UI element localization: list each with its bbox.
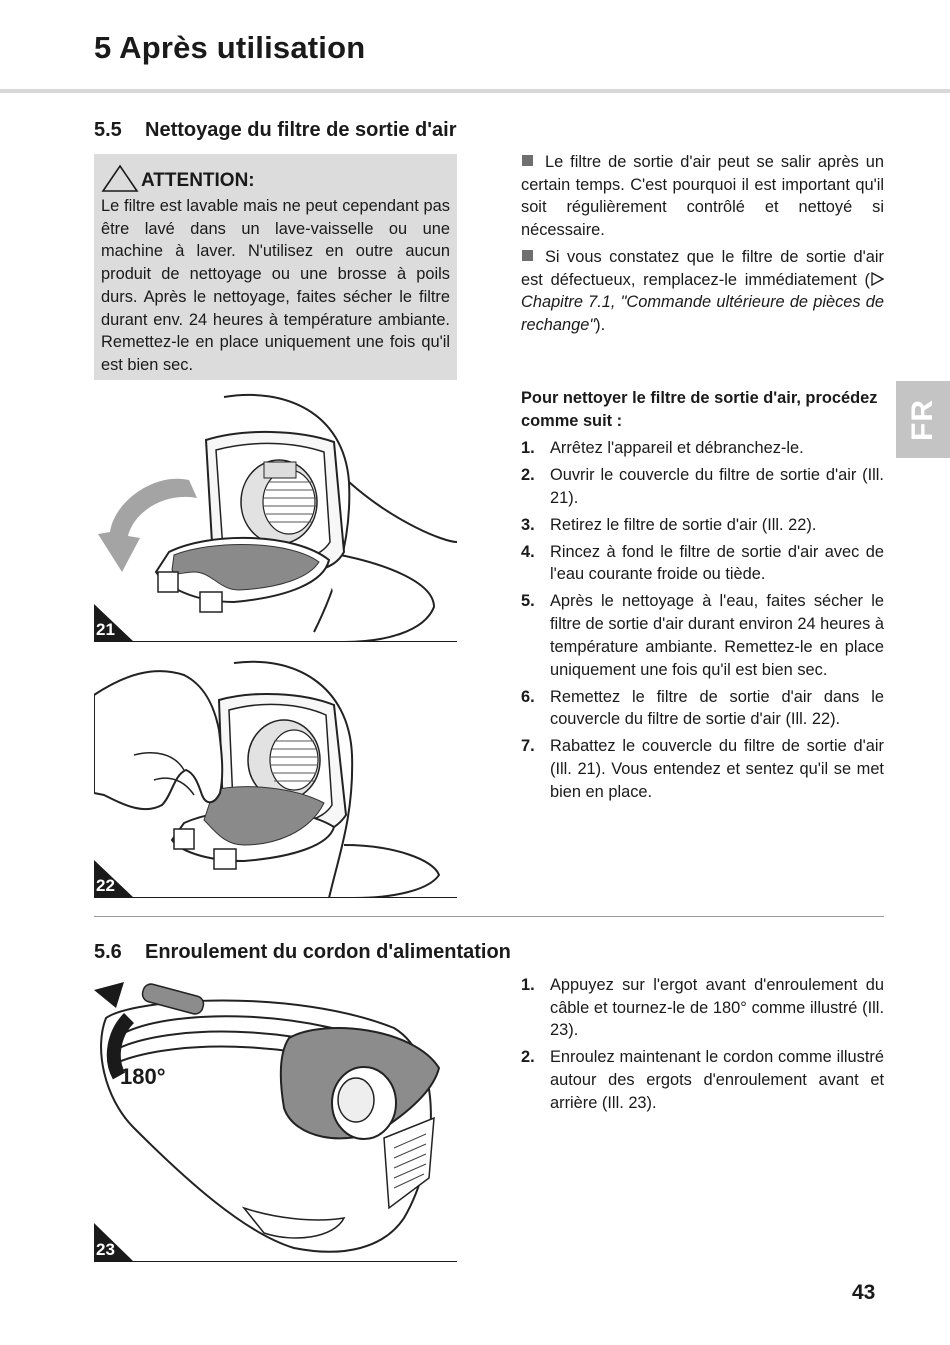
step-number: 3. xyxy=(521,515,535,534)
section-5-6-title xyxy=(94,941,511,964)
section-title-text: Nettoyage du filtre de sortie d'air xyxy=(145,119,457,141)
attention-heading xyxy=(101,164,450,192)
section-number: 5.6 xyxy=(94,941,122,963)
language-tab xyxy=(896,381,950,458)
step-text: Rabattez le couvercle du filtre de sortie d'air (Ill. 21). Vous entendez et sentez qu'il se met bien en place. xyxy=(550,737,884,801)
figure-number: 22 xyxy=(96,876,115,895)
step-text: Enroulez maintenant le cordon comme illustré autour des ergots d'enroulement avant et arrière (Ill. 23). xyxy=(550,1048,884,1112)
header-divider xyxy=(0,89,950,93)
list-item xyxy=(521,974,884,1042)
step-number: 7. xyxy=(521,737,535,756)
bullet-text-end: ). xyxy=(595,316,606,335)
step-number: 5. xyxy=(521,592,535,611)
figure-number: 23 xyxy=(96,1240,115,1259)
step-text: Remettez le filtre de sortie d'air dans le couvercle du filtre de sortie d'air (Ill. 22). xyxy=(550,687,884,729)
list-item xyxy=(521,541,884,586)
figure-21 xyxy=(94,392,457,642)
step-number: 2. xyxy=(521,466,535,484)
language-tab-label: FR xyxy=(906,398,939,441)
attention-text: Le filtre est lavable mais ne peut cependant pas être lavé dans un lave-vaisselle ou une machine à laver. N'utilisez en outre aucun produit de nettoyage ou une brosse à poils durs. Après le nettoyage, faites sécher le filtre durant env. 24 heures à température ambiante. Remettez-le en place uniquement une fois qu'il est bien sec. xyxy=(101,197,450,374)
figure-baseline xyxy=(94,1261,457,1262)
step-text: Appuyez sur l'ergot avant d'enroulement du câble et tournez-le de 180° comme illustré (Ill. 23). xyxy=(550,976,884,1040)
section-title-text: Enroulement du cordon d'alimentation xyxy=(145,941,511,963)
figure-baseline xyxy=(94,897,457,898)
step-text: Arrêtez l'appareil et débranchez-le. xyxy=(550,439,804,457)
figure-22 xyxy=(94,655,457,898)
list-item xyxy=(521,464,884,509)
filter-removal-illustration xyxy=(94,655,457,898)
filter-cover-open-illustration xyxy=(94,392,457,642)
step-text: Ouvrir le couvercle du filtre de sortie d'air (Ill. 21). xyxy=(550,466,884,507)
page-number: 43 xyxy=(852,1281,876,1304)
cross-reference-text: Chapitre 7.1, "Commande ultérieure de pièces de rechange" xyxy=(521,293,884,335)
cord-steps-list xyxy=(521,974,884,1119)
figure-baseline xyxy=(94,641,457,642)
attention-box xyxy=(94,154,457,380)
step-number: 2. xyxy=(521,1048,535,1067)
section-number: 5.5 xyxy=(94,119,122,141)
bullet-text: Le filtre de sortie d'air peut se salir après un certain temps. C'est pourquoi il est important qu'il soit régulièrement contrôlé et nettoyé si nécessaire. xyxy=(521,153,884,240)
cord-winding-illustration xyxy=(94,978,457,1262)
list-item xyxy=(521,514,884,537)
bullet-item xyxy=(521,246,884,337)
step-text: Rincez à fond le filtre de sortie d'air avec de l'eau courante froide ou tiède. xyxy=(550,542,884,584)
attention-label: ATTENTION: xyxy=(141,170,255,191)
list-item xyxy=(521,735,884,803)
step-number: 4. xyxy=(521,542,535,561)
step-text: Après le nettoyage à l'eau, faites sécher le filtre de sortie d'air durant environ 24 heures à température ambiante. Remettez-le en place uniquement une fois qu'il est bien sec. xyxy=(550,592,884,679)
warning-triangle-icon xyxy=(101,164,139,192)
bullet-square-icon xyxy=(522,250,533,261)
figure-number: 21 xyxy=(96,620,115,639)
section-5-5-title xyxy=(94,119,456,142)
steps-intro: Pour nettoyer le filtre de sortie d'air, procédez comme suit : xyxy=(521,389,878,430)
list-item xyxy=(521,590,884,681)
list-item xyxy=(521,1046,884,1114)
chapter-title: 5 Après utilisation xyxy=(94,30,366,65)
figure-23 xyxy=(94,978,457,1262)
rotation-label: 180° xyxy=(120,1064,166,1089)
step-number: 6. xyxy=(521,687,535,706)
reference-arrow-icon xyxy=(870,272,884,286)
section-divider xyxy=(94,916,884,917)
step-text: Retirez le filtre de sortie d'air (Ill. 22). xyxy=(550,515,817,534)
bullet-text: Si vous constatez que le filtre de sortie d'air est défectueux, remplacez-le immédiatement ( xyxy=(521,248,884,289)
list-item xyxy=(521,686,884,731)
bullet-item xyxy=(521,151,884,242)
step-number: 1. xyxy=(521,976,535,994)
bullet-square-icon xyxy=(522,155,533,166)
step-number: 1. xyxy=(521,439,535,457)
list-item xyxy=(521,437,884,460)
cleaning-steps-list xyxy=(521,437,884,808)
